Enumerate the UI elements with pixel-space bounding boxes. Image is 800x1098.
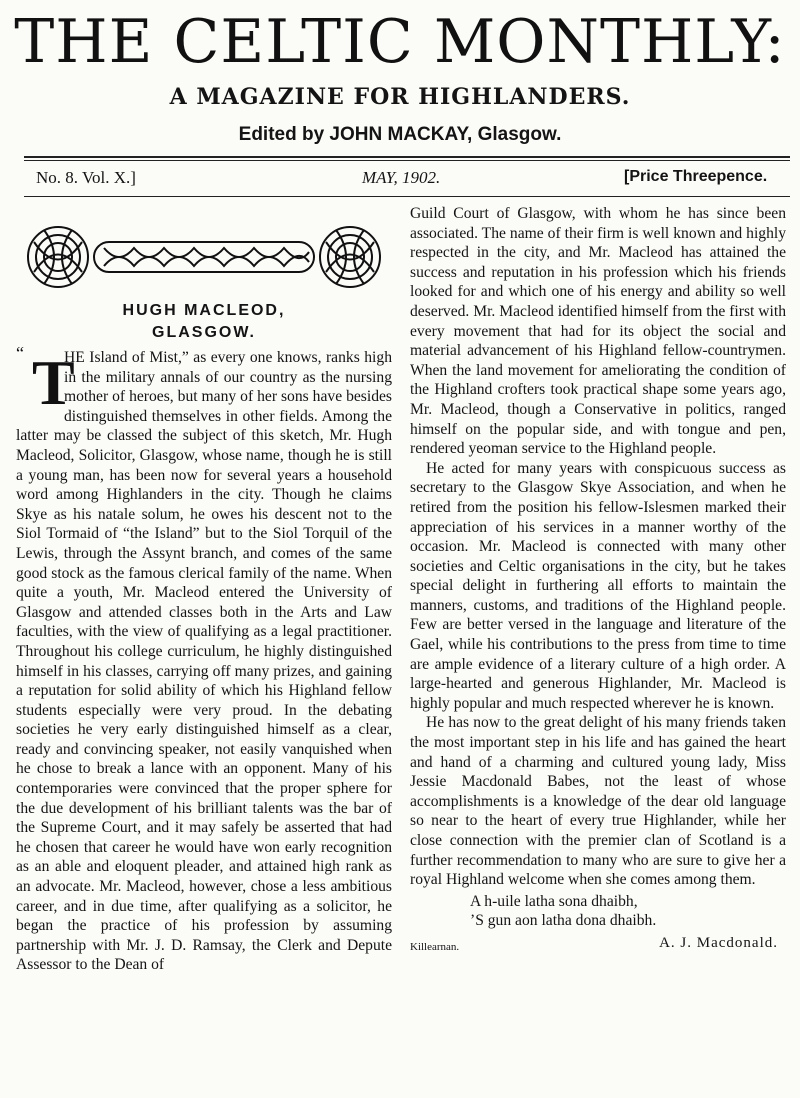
masthead-rule-inner <box>24 160 790 161</box>
article-heading-name: HUGH MACLEOD, <box>122 302 286 319</box>
masthead-rule-top <box>24 156 790 158</box>
signature-block <box>410 934 786 956</box>
article-paragraph-2: Guild Court of Glasgow, with whom he has since been associated. The name of their firm is well known and highly respected in the city, and Mr. Macleod has attained the success and reputation in his profession which his friends looked for and which one of his energy and ability so well deserved. Mr. Macleod identified himself from the first with every movement that had for its object the social and material advancement of his Highland fellow-countrymen. When the land movement for ameliorating the condition of the Highland crofters took practical shape some years ago, Mr. Macleod, though a Conservative in politics, ranged himself on the popular side, and with tongue and pen, rendered yeoman service to the Highland people. <box>410 205 786 458</box>
verse-line-1: A h-uile latha sona dhaibh, <box>470 892 638 910</box>
issue-rule <box>24 196 790 197</box>
article-column-left <box>16 343 392 975</box>
article-paragraph-1: HE Island of Mist,” as every one knows, ranks high in the military annals of our country as the nursing mother of heroes, but many of her sons have besides distinguished themselves in other fields. Among the latter may be classed the subject of this sketch, Mr. Hugh Macleod, Solicitor, Glasgow, whose name, though he is still a young man, has been now for several years a household word among Highlanders in the city. Though he claims Skye as his natale solum, he owes his descent not to the Siol Tormaid of “the Island” but to the Siol Torquil of the Lewis, through the Assynt branch, and comes of the same good stock as the famous clerical family of the name. When quite a youth, Mr. Macleod entered the University of Glasgow and attended classes both in the Arts and Law faculties, with the view of qualifying as a legal practitioner. Throughout his college curriculum, he highly distinguished himself in his classes, carrying off many prizes, and gaining a reputation for solid ability of which his Highland fellow students especially were very proud. In the debating societies he very early distinguished himself as a clear, ready and convincing speaker, not easily vanquished when he chose to break a lance with an opponent. Many of his contemporaries were convinced that the proper sphere for the due development of his brilliant talents was the bar of the Supreme Court, and it may safely be asserted that had he chosen that career he would have won early recognition as an able and eloquent pleader, and attained high rank as an advocate. Mr. Macleod, however, chose a less ambitious career, and in due time, after qualifying as a solicitor, he began the practice of his profession by assuming partnership with Mr. J. D. Ramsay, the Clerk and Depute Assessor to the Dean of <box>16 349 392 974</box>
opening-quote: “ <box>16 343 24 363</box>
drop-cap-block <box>16 343 75 424</box>
signature-author: A. J. Macdonald. <box>659 934 778 951</box>
magazine-title: THE CELTIC MONTHLY: <box>14 7 786 77</box>
article-paragraph-4: He has now to the great delight of his many friends taken the most important step in his life and has gained the heart and hand of a charming and cultured young lady, Miss Jessie Macdonald Babes, not the least of whose accomplishments is a knowledge of the dear old language so near to the heart of every true Highlander, while her close connection with the premier clan of Scotland is a further recommendation to many who are sure to give her a royal Highland welcome when she comes among them. <box>410 714 786 889</box>
celtic-knot-ornament <box>24 222 384 292</box>
drop-cap-letter: T <box>32 347 75 418</box>
gaelic-verse <box>470 892 786 930</box>
magazine-subtitle: A MAGAZINE FOR HIGHLANDERS. <box>169 84 631 110</box>
editor-line: Edited by JOHN MACKAY, Glasgow. <box>238 124 562 145</box>
article-column-right <box>410 204 786 956</box>
issue-price: [Price Threepence. <box>624 168 768 185</box>
article-paragraph-3: He acted for many years with conspicuous success as secretary to the Glasgow Skye Association, and when he retired from the position his fellow-Islesmen marked their appreciation of his services in a manner worthy of the occasion. Mr. Macleod is connected with many other societies and Celtic organisations in the city, but he takes special delight in furthering all efforts to maintain the manners, customs, and traditions of the Highland people. Few are better versed in the language and literature of the Gael, while his contributions to the press from time to time are ample evidence of a literary culture of a high order. A large-hearted and generous Highlander, Mr. Macleod is highly popular and much respected wherever he is known. <box>410 459 786 712</box>
issue-date: MAY, 1902. <box>362 168 441 187</box>
issue-info-bar <box>0 166 800 192</box>
issue-number: No. 8. Vol. X.] <box>36 168 136 187</box>
verse-line-2: ’S gun aon latha dona dhaibh. <box>470 911 657 929</box>
article-heading-place: GLASGOW. <box>152 324 256 341</box>
signature-place: Killearnan. <box>410 940 460 953</box>
